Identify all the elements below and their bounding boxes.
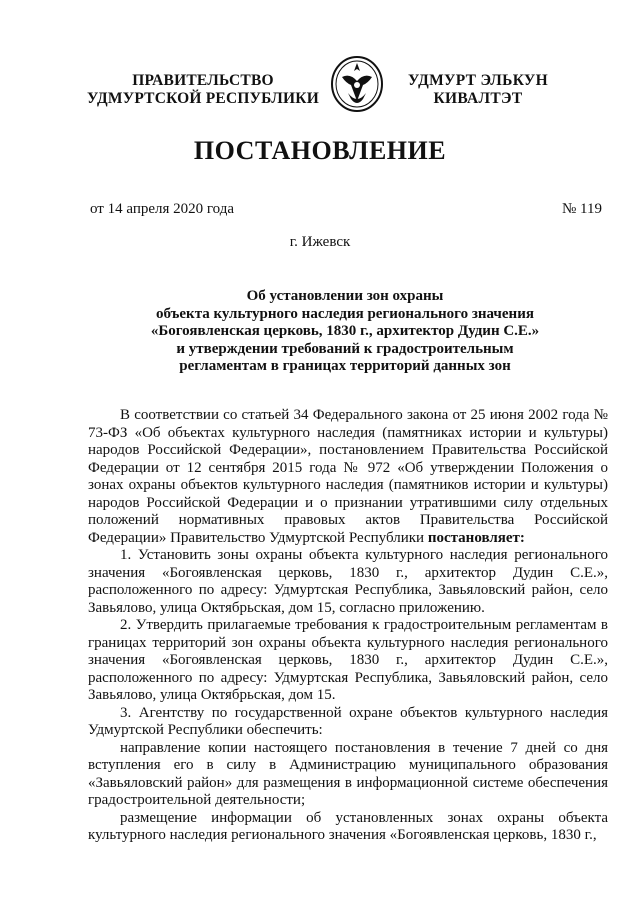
header-left-line1: ПРАВИТЕЛЬСТВО <box>132 72 274 89</box>
paragraph-4: направление копии настоящего постановления в течение 7 дней со дня вступления его в силу в Администрацию муниципального образования «Завьяловский район» для размещения в информационной системе обеспечения градостроительной деятельности; <box>88 739 608 808</box>
document-city: г. Ижевск <box>289 234 351 250</box>
paragraph-1: 1. Установить зоны охраны объекта культурного наследия регионального значения «Богоявленская церковь, 1830 г., архитектор Дудин С.Е.», расположенного по адресу: Удмуртская Республика, Завьяловский район, село Завьялово, улица Октябрьская, дом 15, согласно приложению. <box>88 547 608 616</box>
heading-line: Об установлении зон охраны <box>246 288 444 304</box>
document-date: от 14 апреля 2020 года <box>90 201 235 217</box>
heading-line: «Богоявленская церковь, 1830 г., архитектор Дудин С.Е.» <box>150 323 540 339</box>
header-right <box>393 72 563 108</box>
header-right-line2: КИВАЛТЭТ <box>433 90 523 107</box>
header-left-line2: УДМУРТСКОЙ РЕСПУБЛИКИ <box>87 90 319 107</box>
heading-line: объекта культурного наследия регионального значения <box>156 305 534 322</box>
intro-colon: : <box>519 529 525 546</box>
paragraph-2: 2. Утвердить прилагаемые требования к градостроительным регламентам в границах территорий зон охраны объекта культурного наследия регионального значения «Богоявленская церковь, 1830 г., архитектор Дудин С.Е.», расположенного по адресу: Удмуртская Республика, Завьяловский район, село Завьялово, улица Октябрьская, дом 15. <box>88 617 608 703</box>
coat-of-arms-icon <box>330 55 384 113</box>
heading-line: и утверждении требований к градостроительным <box>176 340 514 357</box>
intro-paragraph <box>88 407 608 547</box>
paragraph-3: 3. Агентству по государственной охране объектов культурного наследия Удмуртской Республики обеспечить: <box>88 704 608 738</box>
intro-keyword: постановляет <box>427 529 520 546</box>
header-left <box>68 72 338 108</box>
heading-line: регламентам в границах территорий данных зон <box>179 358 511 374</box>
document-title: ПОСТАНОВЛЕНИЕ <box>193 136 447 165</box>
header-right-line1: УДМУРТ ЭЛЬКУН <box>408 72 548 89</box>
paragraph-5: размещение информации об установленных зонах охраны объекта культурного наследия регионального значения «Богоявленская церковь, 1830 г., <box>88 809 608 843</box>
document-body <box>88 407 608 845</box>
intro-text: В соответствии со статьей 34 Федерального закона от 25 июня 2002 года № 73-ФЗ «Об объектах культурного наследия (памятниках истории и культуры) народов Российской Федерации», постановлением Правительства Российской Федерации от 12 сентября 2015 года № 972 «Об утверждении Положения о зонах охраны объектов культурного наследия (памятников истории и культуры) народов Российской Федерации и о признании утратившими силу отдельных положений нормативных правовых актов Правительства Российской Федерации» Правительство Удмуртской Республики <box>88 407 608 546</box>
document-number: № 119 <box>561 201 602 217</box>
document-heading <box>100 288 590 376</box>
